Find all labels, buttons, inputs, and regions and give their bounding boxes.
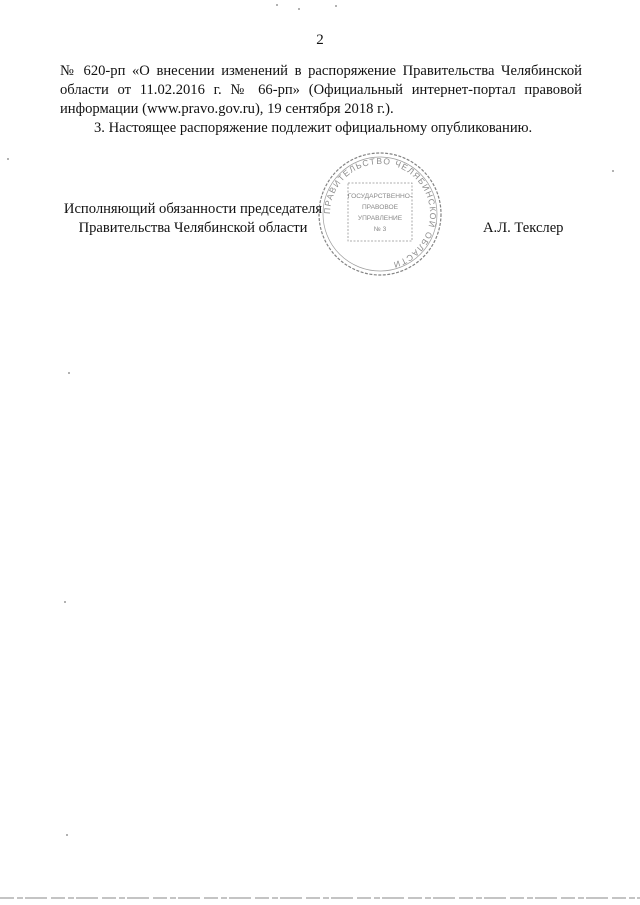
signatory-position-line-1: Исполняющий обязанности председателя [63,201,323,217]
paragraph-continuation: № 620-рп «О внесении изменений в распоряжение Правительства Челябинской области от 11.02.2016 г. № 66-рп» (Официальный интернет-портал правовой информации (www.pravo.gov.ru), 19 сентября 2018 г.). [60,63,582,117]
seal-inner-text-2: ПРАВОВОЕ [361,204,399,211]
seal-inner-text-1: ГОСУДАРСТВЕННО- [347,193,413,200]
scan-speck [64,601,66,603]
seal-inner-text-3: УПРАВЛЕНИЕ [357,215,403,222]
document-body [60,62,582,138]
scan-bottom-edge-line [0,896,640,900]
seal-inner-text-4: № 3 [373,226,387,233]
scan-speck [276,4,278,6]
scan-speck [335,5,337,7]
scan-speck [66,834,68,836]
paragraph-publication: 3. Настоящее распоряжение подлежит официальному опубликованию. [94,120,533,136]
signatory-position [58,200,328,238]
scan-speck [68,372,70,374]
scan-speck [298,8,300,10]
signatory-position-line-2: Правительства Челябинской области [78,220,308,236]
seal-outer-text: ПРАВИТЕЛЬСТВО ЧЕЛЯБИНСКОЙ ОБЛАСТИ [321,155,439,271]
signatory-name: А.Л. Текслер [483,220,564,236]
official-seal-stamp [315,149,445,279]
scan-speck [7,158,9,160]
scan-speck [612,170,614,172]
page-number: 2 [316,32,324,48]
seal-outer-ring [319,153,441,275]
